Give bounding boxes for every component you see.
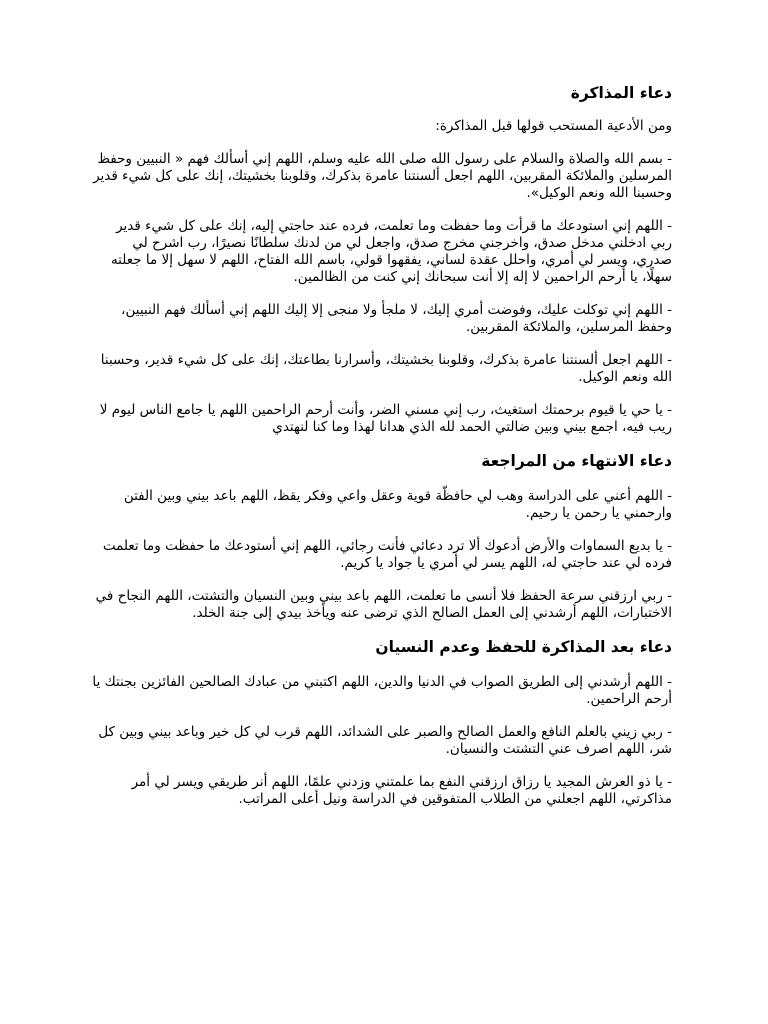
- section-heading-study-prayer: دعاء المذاكرة: [570, 84, 672, 102]
- intro-text: ومن الأدعية المستحب قولها قبل المذاكرة:: [435, 118, 672, 134]
- prayer-paragraph: - اللهم أعني على الدراسة وهب لي حافظّة قوية وعقل واعي وفكر يقظ، اللهم باعد بيني وبين الفتن وارحمني يا رحمن يا رحيم.: [123, 488, 672, 521]
- prayer-paragraph: - بسم الله والصلاة والسلام على رسول الله صلى الله عليه وسلم، اللهم إني أسألك فهم « النبيين وحفظ المرسلين والملائكة المقربين، اللهم اجعل ألسنتنا عامرة بذكرك، وقلوبنا بخشيتك، إنك على كل شيء قدير وحسبنا الله ونعم الوكيل».: [93, 151, 672, 201]
- prayer-paragraph: - يا حي يا قيوم برحمتك استغيث، رب إني مسني الضر، وأنت أرحم الراحمين اللهم يا جامع الناس ليوم لا ريب فيه، اجمع بيني وبين ضالتي الحمد لله الذي هدانا لهذا وما كنا لنهتدي: [99, 402, 672, 435]
- prayer-paragraph: - اللهم إني استودعك ما قرأت وما حفظت وما تعلمت، فرده عند حاجتي إليه، إنك على كل شيء قدير ربي ادخلني مدخل صدق، واخرجني مخرج صدق، واجعل لي من لدنك سلطانًا نصيرًا، رب اشرح لي صدري، ويسر لي أمري، واحلل عقدة لساني، يفقهوا قولي، باسم الله الفتاح، اللهم لا سهل إلا ما جعلته سهلًا، يا أرحم الراحمين لا إله إلا أنت سبحانك إني كنت من الظالمين.: [110, 218, 672, 285]
- section-heading-review-end: دعاء الانتهاء من المراجعة: [481, 452, 672, 470]
- prayer-paragraph: - اللهم إني توكلت عليك، وفوضت أمري إليك، لا ملجأ ولا منجى إلا إليك اللهم إني أسألك فهم النبيين، وحفظ المرسلين، والملائكة المقربين.: [121, 302, 672, 335]
- prayer-paragraph: - ربي ارزقني سرعة الحفظ فلا أنسى ما تعلمت، اللهم باعد بيني وبين النسيان والتشتت، اللهم النجاح في الاختبارات، اللهم أرشدني إلى العمل الصالح الذي ترضى عنه ويأخذ بيدي إلى جنة الخلد.: [95, 588, 672, 621]
- prayer-paragraph: - ربي زيني بالعلم النافع والعمل الصالح والصبر على الشدائد، اللهم قرب لي كل خير وباعد بيني وبين كل شر، اللهم اصرف عني التشتت والنسيان.: [98, 724, 672, 757]
- prayer-paragraph: - يا ذو العرش المجيد يا رزاق ارزقني النفع بما علمتني وزدني علمًا، اللهم أنر طريقي ويسر لي أمر مذاكرتي، اللهم اجعلني من الطلاب المتفوقين في الدراسة ونيل أعلى المراتب.: [131, 774, 672, 807]
- prayer-paragraph: - اللهم اجعل ألسنتنا عامرة بذكرك، وقلوبنا بخشيتك، وأسرارنا بطاعتك، إنك على كل شيء قدير، وحسبنا الله ونعم الوكيل.: [100, 352, 672, 385]
- prayer-paragraph: - اللهم أرشدني إلى الطريق الصواب في الدنيا والدين، اللهم اكتبني من عبادك الصالحين الفائزين بجنتك يا أرحم الراحمين.: [92, 674, 672, 707]
- document-page: [92, 82, 672, 808]
- section-heading-memorization: دعاء بعد المذاكرة للحفظ وعدم النسيان: [375, 638, 672, 656]
- prayer-paragraph: - يا بديع السماوات والأرض أدعوك ألا ترد دعائي فأنت رجائي، اللهم إني أستودعك ما حفظت وما تعلمت فرده لي عند حاجتي له، اللهم يسر لي أمري يا جواد يا كريم.: [102, 538, 672, 571]
